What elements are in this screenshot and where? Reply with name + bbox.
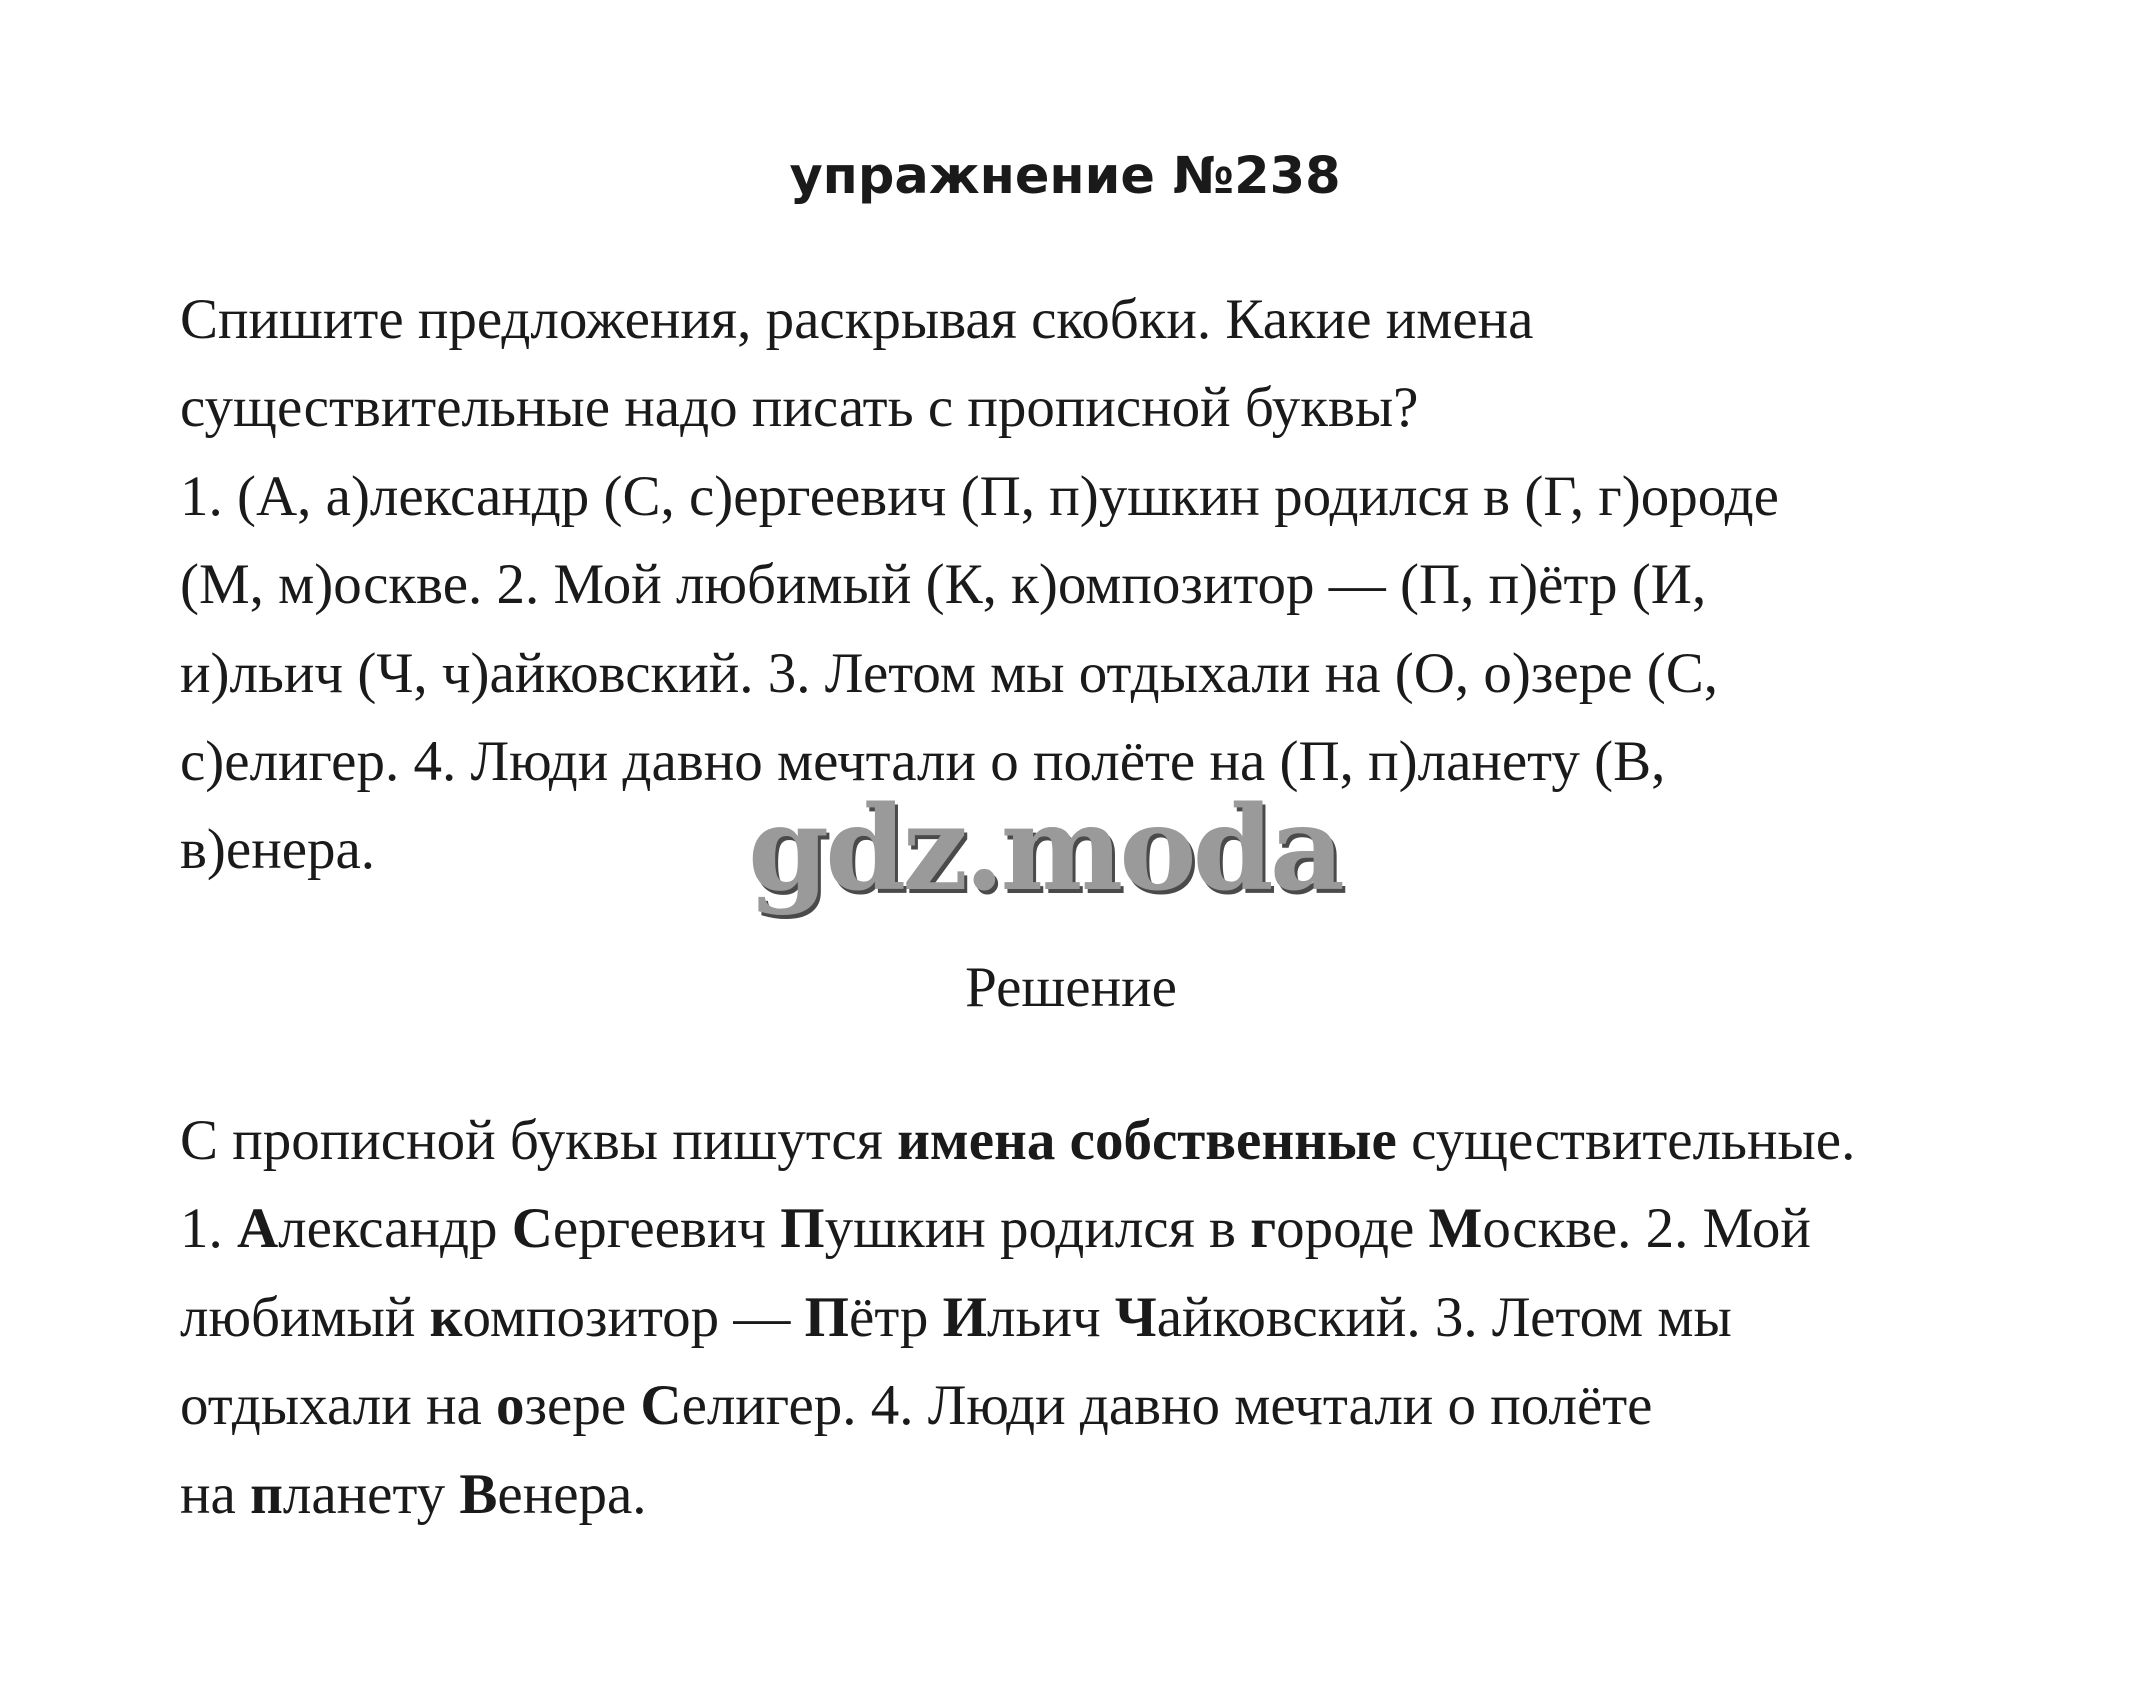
solution-segment: ергеевич <box>552 1197 781 1261</box>
solution-segment: енера. <box>497 1462 647 1526</box>
task-line: 1. (А, а)лександр (С, с)ергеевич (П, п)ушкин родился в (Г, г)ороде <box>180 464 1779 528</box>
solution-segment: елигер. 4. Люди давно мечтали о полёте <box>681 1374 1653 1438</box>
solution-segment: омпозитор — <box>462 1285 805 1349</box>
solution-segment: на <box>180 1462 251 1526</box>
solution-segment-bold: к <box>429 1285 463 1349</box>
solution-segment: 1. <box>180 1197 237 1261</box>
solution-segment-bold: С <box>511 1197 553 1261</box>
solution-segment: ушкин родился в <box>824 1197 1251 1261</box>
solution-segment: ланету <box>282 1462 460 1526</box>
solution-segment-bold: имена собственные <box>897 1109 1397 1172</box>
watermark-logo: gdz.moda <box>748 781 1341 917</box>
solution-segment-bold: В <box>459 1462 498 1526</box>
task-line: с)елигер. 4. Люди давно мечтали о полёте на (П, п)ланету (В, <box>180 730 1666 794</box>
solution-line <box>180 1451 2080 1539</box>
solution-line <box>180 1097 2080 1185</box>
solution-segment: С прописной буквы пишутся <box>180 1109 898 1172</box>
solution-segment-bold: П <box>804 1285 850 1349</box>
solution-segment-bold: п <box>250 1462 283 1526</box>
task-line: и)льич (Ч, ч)айковский. 3. Летом мы отдыхали на (О, о)зере (С, <box>180 641 1719 705</box>
solution-title: Решение <box>965 956 1177 1019</box>
solution-segment-bold: г <box>1250 1197 1277 1261</box>
solution-segment: ётр <box>849 1285 943 1349</box>
solution-segment: существительные. <box>1396 1109 1856 1172</box>
solution-segment: лександр <box>278 1197 512 1261</box>
solution-segment-bold: Ч <box>1114 1285 1157 1349</box>
task-line: Спишите предложения, раскрывая скобки. Какие имена <box>180 288 1534 351</box>
solution-segment-bold: С <box>640 1374 682 1438</box>
solution-segment-bold: М <box>1428 1197 1483 1261</box>
solution-line <box>180 1185 2080 1273</box>
task-line: (М, м)оскве. 2. Мой любимый (К, к)омпозитор — (П, п)ётр (И, <box>180 553 1707 617</box>
solution-segment: оскве. 2. Мой <box>1482 1197 1811 1261</box>
task-line: существительные надо писать с прописной буквы? <box>180 376 1419 440</box>
solution-segment: зере <box>524 1374 641 1438</box>
solution-segment-bold: И <box>942 1285 988 1349</box>
solution-segment-bold: П <box>780 1197 825 1261</box>
solution-segment: айковский. 3. Летом мы <box>1156 1285 1732 1349</box>
solution-segment: льич <box>987 1285 1115 1349</box>
solution-segment-bold: о <box>496 1374 525 1438</box>
solution-segment: любимый <box>180 1285 430 1349</box>
solution-text <box>180 1097 2080 1539</box>
task-line: в)енера. <box>180 818 376 882</box>
exercise-heading: упражнение №238 <box>789 147 1341 206</box>
solution-line <box>180 1274 2080 1362</box>
solution-line <box>180 1362 2080 1450</box>
solution-segment: ороде <box>1276 1197 1429 1261</box>
solution-segment: отдыхали на <box>180 1374 497 1438</box>
solution-segment-bold: А <box>237 1197 279 1261</box>
